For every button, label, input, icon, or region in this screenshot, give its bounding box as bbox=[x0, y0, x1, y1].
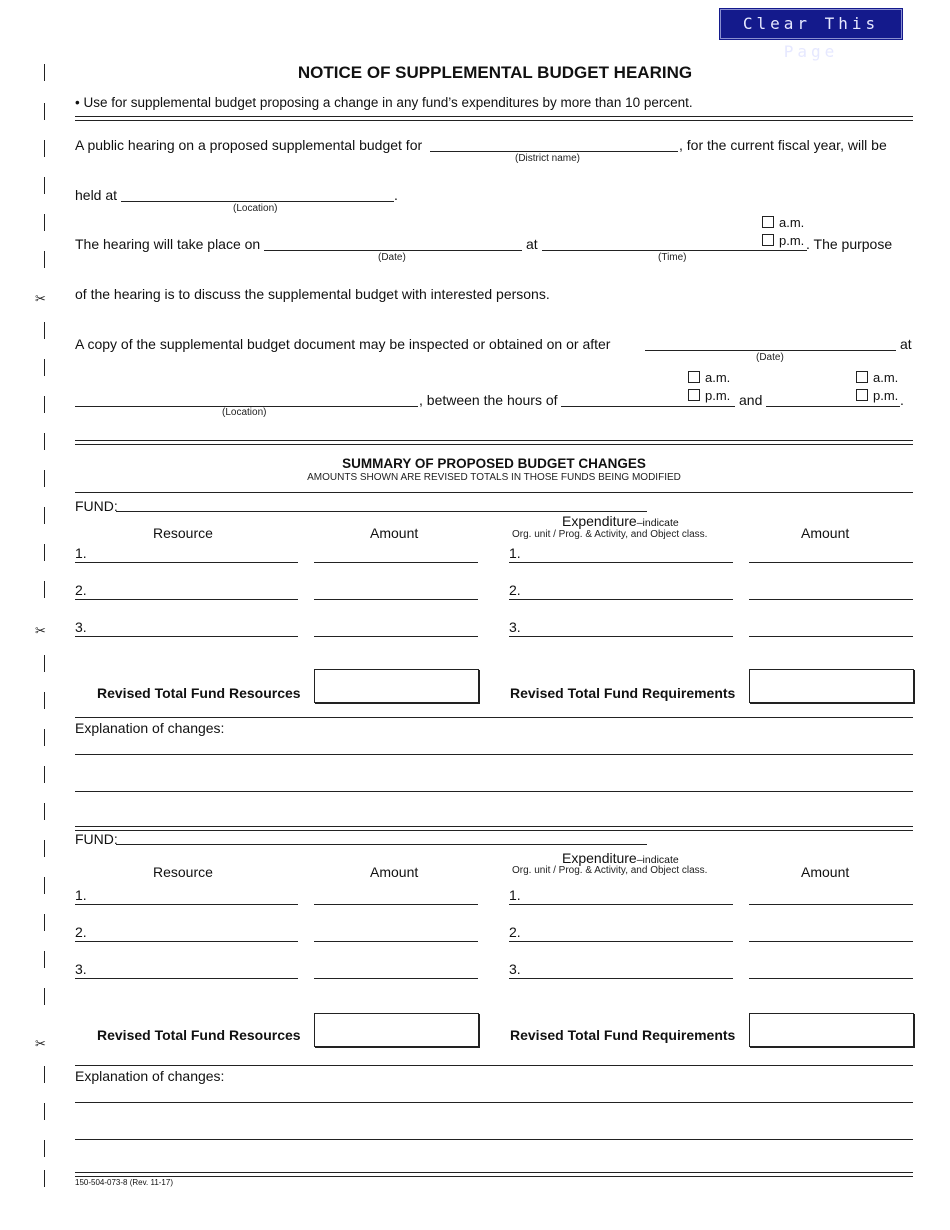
margin-tick bbox=[44, 177, 45, 194]
row-number: 1. bbox=[75, 545, 87, 561]
expenditure-field[interactable] bbox=[509, 599, 733, 600]
pm-label: p.m. bbox=[873, 388, 899, 403]
margin-tick bbox=[44, 396, 45, 413]
resource-amount-field[interactable] bbox=[314, 562, 478, 563]
row-number: 1. bbox=[509, 545, 521, 561]
resource-field[interactable] bbox=[75, 978, 298, 979]
form-number: 150-504-073-8 (Rev. 11-17) bbox=[75, 1178, 173, 1187]
amount-header: Amount bbox=[370, 525, 419, 541]
margin-tick bbox=[44, 951, 45, 968]
hearing-line3-suffix: . The purpose bbox=[806, 236, 893, 252]
margin-tick bbox=[44, 359, 45, 376]
expenditure-amount-field[interactable] bbox=[749, 941, 913, 942]
row-number: 2. bbox=[509, 582, 521, 598]
resource-amount-field[interactable] bbox=[314, 599, 478, 600]
copy-date-field[interactable] bbox=[645, 350, 896, 351]
fund-name-field[interactable] bbox=[116, 844, 647, 845]
expenditure-subheader: Org. unit / Prog. & Activity, and Object class. bbox=[512, 529, 708, 540]
pm-label: p.m. bbox=[705, 388, 731, 403]
margin-tick bbox=[44, 1170, 45, 1187]
held-at-label: held at bbox=[75, 187, 118, 203]
am-label: a.m. bbox=[779, 215, 805, 230]
revised-requirements-total-field[interactable] bbox=[749, 1013, 914, 1047]
margin-tick bbox=[44, 766, 45, 783]
revised-requirements-label: Revised Total Fund Requirements bbox=[510, 1027, 736, 1043]
expenditure-field[interactable] bbox=[509, 636, 733, 637]
margin-tick bbox=[44, 214, 45, 231]
margin-tick bbox=[44, 1103, 45, 1120]
row-number: 2. bbox=[75, 582, 87, 598]
explanation-line[interactable] bbox=[75, 754, 913, 755]
from-pm-checkbox[interactable] bbox=[688, 389, 700, 401]
and-label: and bbox=[739, 392, 763, 408]
explanation-line[interactable] bbox=[75, 1139, 913, 1140]
hearing-date-field[interactable] bbox=[264, 250, 522, 251]
revised-requirements-label: Revised Total Fund Requirements bbox=[510, 685, 736, 701]
fund-name-field[interactable] bbox=[116, 511, 647, 512]
hearing-purpose-text: of the hearing is to discuss the supplemental budget with interested persons. bbox=[75, 286, 550, 302]
expenditure-header: Expenditure–indicate bbox=[562, 513, 679, 529]
summary-title: SUMMARY OF PROPOSED BUDGET CHANGES bbox=[342, 456, 646, 471]
resource-field[interactable] bbox=[75, 636, 298, 637]
revised-resources-total-field[interactable] bbox=[314, 669, 479, 703]
revised-resources-total-field[interactable] bbox=[314, 1013, 479, 1047]
margin-tick bbox=[44, 470, 45, 487]
expenditure-subheader: Org. unit / Prog. & Activity, and Object class. bbox=[512, 865, 708, 876]
am-label: a.m. bbox=[705, 370, 731, 385]
between-hours-label: , between the hours of bbox=[419, 392, 558, 408]
row-number: 3. bbox=[75, 619, 87, 635]
date-label: (Date) bbox=[756, 352, 784, 363]
revised-requirements-total-field[interactable] bbox=[749, 669, 914, 703]
amount-header: Amount bbox=[801, 864, 850, 880]
to-am-checkbox[interactable] bbox=[856, 371, 868, 383]
expenditure-amount-field[interactable] bbox=[749, 636, 913, 637]
margin-tick bbox=[44, 988, 45, 1005]
margin-tick bbox=[44, 914, 45, 931]
from-am-checkbox[interactable] bbox=[688, 371, 700, 383]
margin-tick bbox=[44, 140, 45, 157]
row-number: 3. bbox=[75, 961, 87, 977]
divider bbox=[75, 1065, 913, 1066]
fund-label: FUND: bbox=[75, 831, 118, 847]
resource-amount-field[interactable] bbox=[314, 941, 478, 942]
resource-field[interactable] bbox=[75, 562, 298, 563]
resource-header: Resource bbox=[153, 864, 213, 880]
to-pm-checkbox[interactable] bbox=[856, 389, 868, 401]
expenditure-field[interactable] bbox=[509, 978, 733, 979]
expenditure-field[interactable] bbox=[509, 941, 733, 942]
scissors-icon: ✂ bbox=[35, 1036, 46, 1051]
hearing-line3-prefix: The hearing will take place on bbox=[75, 236, 261, 252]
resource-field[interactable] bbox=[75, 599, 298, 600]
explanation-line[interactable] bbox=[75, 791, 913, 792]
expenditure-field[interactable] bbox=[509, 904, 733, 905]
resource-amount-field[interactable] bbox=[314, 904, 478, 905]
divider bbox=[75, 440, 913, 445]
instruction-text: • Use for supplemental budget proposing a change in any fund’s expenditures by more than 10 percent. bbox=[75, 95, 693, 110]
district-name-field[interactable] bbox=[430, 151, 678, 152]
row-number: 3. bbox=[509, 619, 521, 635]
explanation-label: Explanation of changes: bbox=[75, 1068, 225, 1084]
margin-tick bbox=[44, 803, 45, 820]
margin-tick bbox=[44, 655, 45, 672]
margin-tick bbox=[44, 433, 45, 450]
clear-page-button[interactable]: Clear This Page bbox=[720, 9, 902, 39]
to-time-field[interactable] bbox=[766, 406, 900, 407]
row-number: 2. bbox=[509, 924, 521, 940]
date-label: (Date) bbox=[378, 252, 406, 263]
expenditure-amount-field[interactable] bbox=[749, 978, 913, 979]
row-number: 3. bbox=[509, 961, 521, 977]
margin-tick bbox=[44, 251, 45, 268]
page-title: NOTICE OF SUPPLEMENTAL BUDGET HEARING bbox=[297, 63, 693, 82]
time-label: (Time) bbox=[658, 252, 687, 263]
hearing-am-checkbox[interactable] bbox=[762, 216, 774, 228]
explanation-label: Explanation of changes: bbox=[75, 720, 225, 736]
period: . bbox=[900, 392, 904, 408]
resource-amount-field[interactable] bbox=[314, 978, 478, 979]
margin-tick bbox=[44, 729, 45, 746]
pm-label: p.m. bbox=[779, 233, 805, 248]
period: . bbox=[394, 187, 398, 203]
hearing-time-field[interactable] bbox=[542, 250, 807, 251]
amount-header: Amount bbox=[801, 525, 850, 541]
margin-tick bbox=[44, 1066, 45, 1083]
explanation-line[interactable] bbox=[75, 1102, 913, 1103]
margin-tick bbox=[44, 840, 45, 857]
hearing-line1-prefix: A public hearing on a proposed supplemental budget for bbox=[75, 137, 423, 153]
row-number: 1. bbox=[75, 887, 87, 903]
revised-resources-label: Revised Total Fund Resources bbox=[97, 1027, 301, 1043]
resource-amount-field[interactable] bbox=[314, 636, 478, 637]
am-label: a.m. bbox=[873, 370, 899, 385]
divider bbox=[75, 717, 913, 718]
district-name-label: (District name) bbox=[515, 153, 581, 164]
expenditure-amount-field[interactable] bbox=[749, 562, 913, 563]
resource-field[interactable] bbox=[75, 904, 298, 905]
location-label: (Location) bbox=[233, 203, 278, 214]
margin-tick bbox=[44, 322, 45, 339]
row-number: 2. bbox=[75, 924, 87, 940]
divider bbox=[75, 1172, 913, 1177]
copy-line1-prefix: A copy of the supplemental budget document may be inspected or obtained on or after bbox=[75, 336, 611, 352]
margin-tick bbox=[44, 877, 45, 894]
divider bbox=[75, 116, 913, 121]
expenditure-amount-field[interactable] bbox=[749, 904, 913, 905]
revised-resources-label: Revised Total Fund Resources bbox=[97, 685, 301, 701]
row-number: 1. bbox=[509, 887, 521, 903]
fund-label: FUND: bbox=[75, 498, 118, 514]
margin-tick bbox=[44, 692, 45, 709]
expenditure-field[interactable] bbox=[509, 562, 733, 563]
amount-header: Amount bbox=[370, 864, 419, 880]
divider bbox=[75, 492, 913, 493]
resource-header: Resource bbox=[153, 525, 213, 541]
at-label: at bbox=[526, 236, 538, 252]
hearing-pm-checkbox[interactable] bbox=[762, 234, 774, 246]
divider bbox=[75, 826, 913, 831]
summary-subtitle: AMOUNTS SHOWN ARE REVISED TOTALS IN THOSE FUNDS BEING MODIFIED bbox=[307, 472, 681, 483]
scissors-icon: ✂ bbox=[35, 623, 46, 638]
resource-field[interactable] bbox=[75, 941, 298, 942]
hearing-location-field[interactable] bbox=[121, 201, 394, 202]
scissors-icon: ✂ bbox=[35, 291, 46, 306]
margin-tick bbox=[44, 581, 45, 598]
margin-tick bbox=[44, 507, 45, 524]
location-label: (Location) bbox=[222, 407, 267, 418]
expenditure-header: Expenditure–indicate bbox=[562, 850, 679, 866]
at-label: at bbox=[900, 336, 912, 352]
expenditure-amount-field[interactable] bbox=[749, 599, 913, 600]
margin-tick bbox=[44, 103, 45, 120]
from-time-field[interactable] bbox=[561, 406, 735, 407]
hearing-line1-suffix: , for the current fiscal year, will be bbox=[679, 137, 887, 153]
margin-tick bbox=[44, 1140, 45, 1157]
margin-tick bbox=[44, 544, 45, 561]
